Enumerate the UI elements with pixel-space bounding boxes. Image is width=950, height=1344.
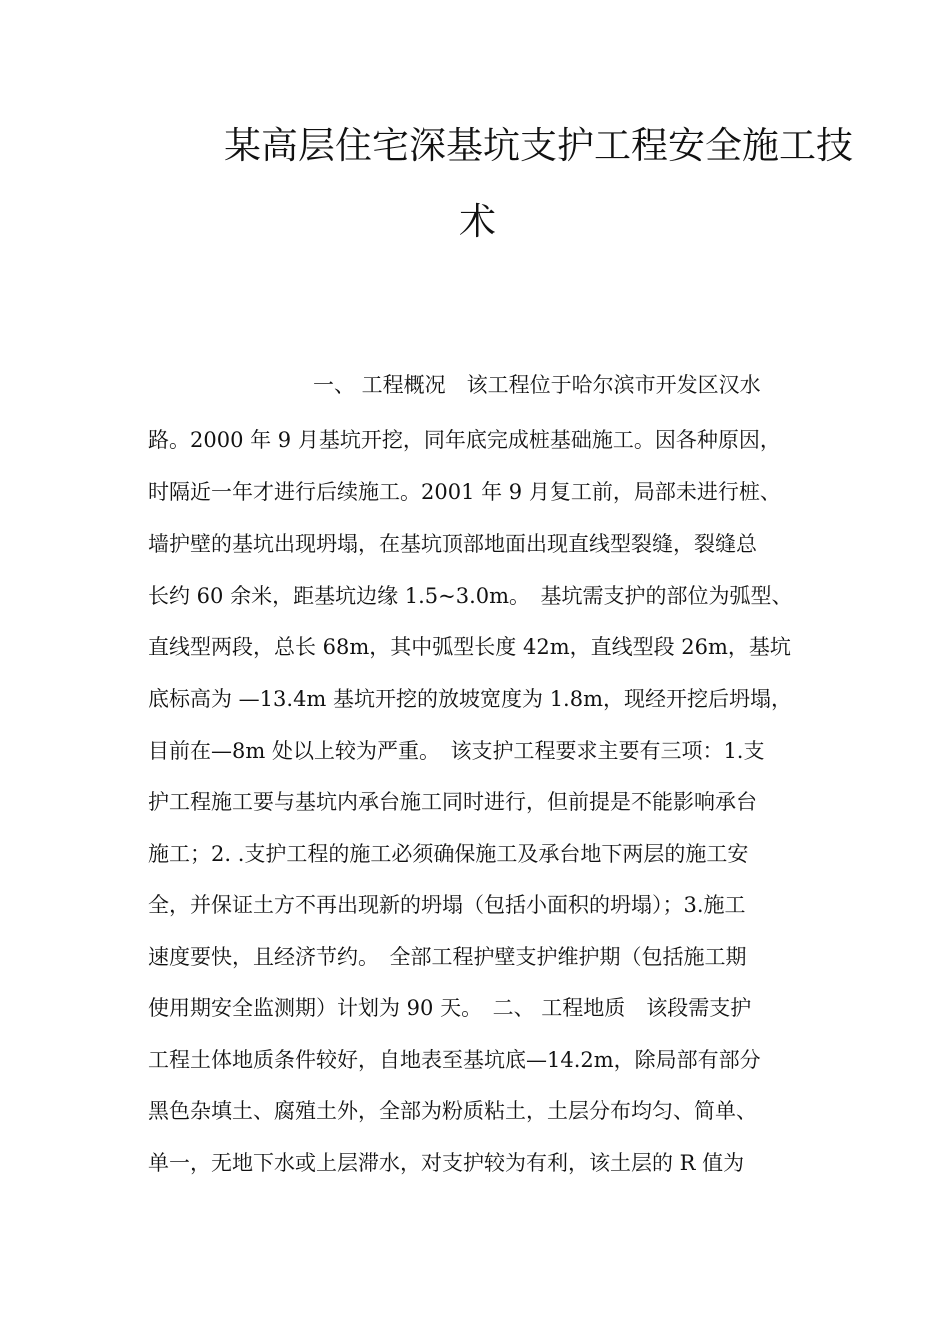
document-title-line-1: 某高层住宅深基坑支护工程安全施工技: [224, 124, 853, 167]
body-line: 速度要快，且经济节约。 全部工程护壁支护维护期（包括施工期: [148, 945, 747, 969]
body-line: 长约 60 余米，距基坑边缘 1.5~3.0m。 基坑需支护的部位为弧型、: [148, 584, 793, 608]
body-line: 全，并保证土方不再出现新的坍塌（包括小面积的坍塌）；3.施工: [148, 893, 746, 917]
body-line: 一、 工程概况 该工程位于哈尔滨市开发区汉水: [313, 373, 761, 397]
body-line: 底标高为 —13.4m 基坑开挖的放坡宽度为 1.8m，现经开挖后坍塌，: [148, 687, 793, 711]
document-title-line-2: 术: [459, 200, 496, 243]
body-line: 使用期安全监测期）计划为 90 天。 二、 工程地质 该段需支护: [148, 996, 752, 1020]
body-line: 护工程施工要与基坑内承台施工同时进行，但前提是不能影响承台: [148, 790, 757, 814]
body-line: 目前在—8m 处以上较为严重。 该支护工程要求主要有三项：1.支: [148, 739, 765, 763]
body-line: 路。2000 年 9 月基坑开挖，同年底完成桩基础施工。因各种原因，: [148, 428, 781, 452]
body-line: 黑色杂填土、腐殖土外，全部为粉质粘土，土层分布均匀、简单、: [148, 1099, 757, 1123]
body-line: 墙护壁的基坑出现坍塌，在基坑顶部地面出现直线型裂缝，裂缝总: [148, 532, 757, 556]
body-line: 时隔近一年才进行后续施工。2001 年 9 月复工前，局部未进行桩、: [148, 480, 781, 504]
body-line: 工程土体地质条件较好，自地表至基坑底—14.2m，除局部有部分: [148, 1048, 761, 1072]
body-line: 单一，无地下水或上层滞水，对支护较为有利，该土层的 R 值为: [148, 1151, 745, 1175]
body-line: 施工；2. .支护工程的施工必须确保施工及承台地下两层的施工安: [148, 842, 749, 866]
body-line: 直线型两段，总长 68m，其中弧型长度 42m，直线型段 26m，基坑: [148, 635, 791, 659]
